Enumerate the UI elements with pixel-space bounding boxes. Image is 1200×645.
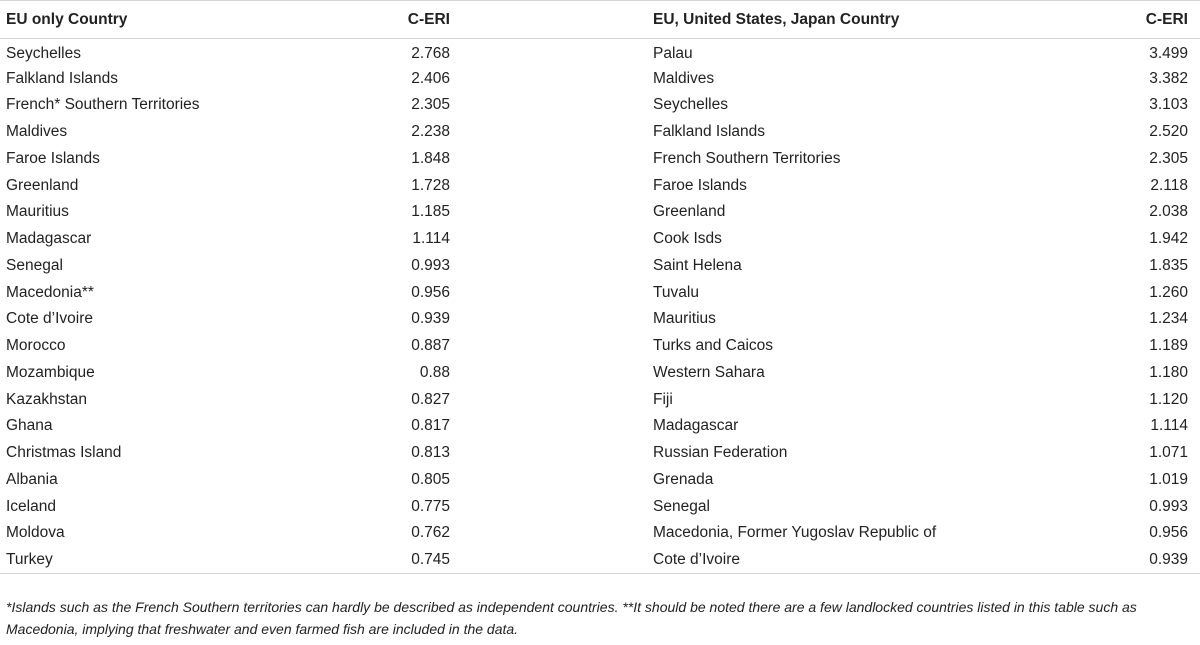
eu-only-country-cell: Iceland [6,497,56,515]
eu-only-country-cell: French* Southern Territories [6,96,200,114]
eu-us-japan-country-cell: Madagascar [653,417,739,435]
eu-only-ceri-cell: 0.817 [411,417,450,435]
eu-us-japan-country-cell: Greenland [653,203,726,221]
eu-us-japan-country-cell: Cote d’Ivoire [647,547,1060,574]
table-row [0,493,1200,520]
eu-us-japan-country-cell: Mauritius [653,310,716,328]
eu-only-country-cell: Seychelles [6,45,81,63]
table-row [0,39,1200,66]
eu-us-japan-ceri-cell: 1.180 [1149,363,1188,381]
eu-us-japan-country-cell: Turks and Caicos [653,337,774,355]
table-row [0,92,1200,119]
eu-only-ceri-cell: 0.745 [390,547,460,574]
eu-us-japan-ceri-cell: 1.260 [1149,283,1188,301]
header-spacer [460,1,647,39]
eu-us-japan-ceri-cell: 3.382 [1149,69,1188,87]
eu-only-ceri-cell: 0.956 [411,283,450,301]
eu-us-japan-ceri-cell: 1.120 [1149,390,1188,408]
eu-only-country-cell: Christmas Island [6,444,122,462]
spacer-cell [460,65,647,92]
spacer-cell [460,253,647,280]
eu-us-japan-ceri-cell: 2.305 [1149,149,1188,167]
eu-us-japan-ceri-cell: 0.939 [1060,547,1200,574]
eu-us-japan-country-cell: Saint Helena [653,256,742,274]
table-row [0,199,1200,226]
eu-only-country-cell: Greenland [6,176,79,194]
eu-us-japan-country-cell: Western Sahara [653,363,765,381]
eu-only-ceri-cell: 0.88 [419,363,450,381]
eu-us-japan-ceri-cell: 2.520 [1149,123,1188,141]
spacer-cell [460,172,647,199]
eu-us-japan-ceri-cell: 1.942 [1149,230,1188,248]
eu-us-japan-country-cell: Senegal [653,497,710,515]
table-row [0,119,1200,146]
table-row [0,172,1200,199]
table-row [0,333,1200,360]
eu-us-japan-country-cell: Palau [653,45,693,63]
eu-only-country-cell: Mozambique [6,363,95,381]
eu-us-japan-ceri-cell: 1.835 [1149,256,1188,274]
table-row [0,146,1200,173]
eu-us-japan-country-cell: Faroe Islands [653,176,747,194]
eu-us-japan-ceri-cell: 0.993 [1149,497,1188,515]
spacer-cell [460,547,647,574]
table-row [0,386,1200,413]
spacer-cell [460,226,647,253]
eu-only-ceri-cell: 0.887 [411,337,450,355]
table-row [0,279,1200,306]
table-row [0,253,1200,280]
eu-only-country-cell: Turkey [0,547,390,574]
eu-only-ceri-cell: 1.848 [411,149,450,167]
eu-only-ceri-cell: 0.827 [411,390,450,408]
spacer-cell [460,440,647,467]
eu-us-japan-ceri-cell: 3.499 [1149,45,1188,63]
table-header-row [0,1,1200,39]
table-row [0,306,1200,333]
eu-only-country-cell: Senegal [6,256,63,274]
header-eu-us-japan-ceri: C-ERI [1060,1,1200,39]
eu-us-japan-ceri-cell: 1.234 [1149,310,1188,328]
eu-only-ceri-cell: 1.114 [412,230,450,248]
eu-only-ceri-cell: 0.939 [411,310,450,328]
eu-only-country-cell: Moldova [6,524,65,542]
eu-us-japan-ceri-cell: 0.956 [1149,524,1188,542]
table-footnote: *Islands such as the French Southern territories can hardly be described as independent countries. **It should be noted there are a few landlocked countries listed in this table such as Macedonia, implying that freshwater and even farmed fish are included in the data. [6,599,1137,637]
eu-us-japan-ceri-cell: 1.019 [1149,470,1188,488]
eu-us-japan-country-cell: Russian Federation [653,444,788,462]
eu-only-ceri-cell: 2.238 [411,123,450,141]
eu-only-ceri-cell: 2.305 [411,96,450,114]
spacer-cell [460,146,647,173]
eu-only-country-cell: Ghana [6,417,53,435]
eu-only-ceri-cell: 0.805 [411,470,450,488]
table-row [0,520,1200,547]
eu-us-japan-ceri-cell: 2.038 [1149,203,1188,221]
eu-only-country-cell: Mauritius [6,203,69,221]
spacer-cell [460,279,647,306]
spacer-cell [460,306,647,333]
eu-us-japan-ceri-cell: 3.103 [1149,96,1188,114]
spacer-cell [460,333,647,360]
table-body [0,39,1200,574]
eu-only-country-cell: Maldives [6,123,68,141]
eu-only-country-cell: Cote d’Ivoire [6,310,94,328]
table-row [0,547,1200,574]
eu-us-japan-country-cell: Cook Isds [653,230,722,248]
eu-only-country-cell: Kazakhstan [6,390,87,408]
eu-only-ceri-cell: 0.762 [411,524,450,542]
eu-only-country-cell: Macedonia** [6,283,94,301]
spacer-cell [460,467,647,494]
spacer-cell [460,39,647,66]
eu-us-japan-ceri-cell: 1.071 [1149,444,1188,462]
spacer-cell [460,199,647,226]
spacer-cell [460,493,647,520]
spacer-cell [460,386,647,413]
eu-only-country-cell: Faroe Islands [6,149,100,167]
spacer-cell [460,92,647,119]
eu-only-ceri-cell: 0.813 [411,444,450,462]
spacer-cell [460,119,647,146]
eu-us-japan-country-cell: Tuvalu [653,283,699,301]
eu-us-japan-ceri-cell: 1.189 [1149,337,1188,355]
eu-us-japan-country-cell: Falkland Islands [653,123,766,141]
table-row [0,413,1200,440]
table-row [0,226,1200,253]
eu-us-japan-country-cell: Seychelles [653,96,728,114]
eu-only-ceri-cell: 2.768 [411,45,450,63]
eu-us-japan-ceri-cell: 2.118 [1150,176,1188,194]
eu-only-country-cell: Morocco [6,337,66,355]
eu-only-country-cell: Albania [6,470,58,488]
eu-us-japan-country-cell: Grenada [653,470,714,488]
eu-only-ceri-cell: 0.993 [411,256,450,274]
spacer-cell [460,413,647,440]
header-eu-only-ceri: C-ERI [390,1,460,39]
table-row [0,440,1200,467]
eu-only-ceri-cell: 1.185 [411,203,450,221]
table-row [0,360,1200,387]
eu-us-japan-country-cell: French Southern Territories [653,149,841,167]
eu-us-japan-ceri-cell: 1.114 [1150,417,1188,435]
eu-us-japan-country-cell: Macedonia, Former Yugoslav Republic of [653,524,937,542]
eu-only-country-cell: Madagascar [6,230,92,248]
table-row [0,65,1200,92]
header-eu-us-japan-country: EU, United States, Japan Country [647,1,1060,39]
spacer-cell [460,520,647,547]
eu-us-japan-country-cell: Fiji [653,390,673,408]
eu-us-japan-country-cell: Maldives [653,69,715,87]
table-row [0,467,1200,494]
header-eu-only-country: EU only Country [0,1,390,39]
eu-only-country-cell: Falkland Islands [6,69,119,87]
eu-only-ceri-cell: 1.728 [411,176,450,194]
eu-only-ceri-cell: 0.775 [411,497,450,515]
eu-only-ceri-cell: 2.406 [411,69,450,87]
spacer-cell [460,360,647,387]
